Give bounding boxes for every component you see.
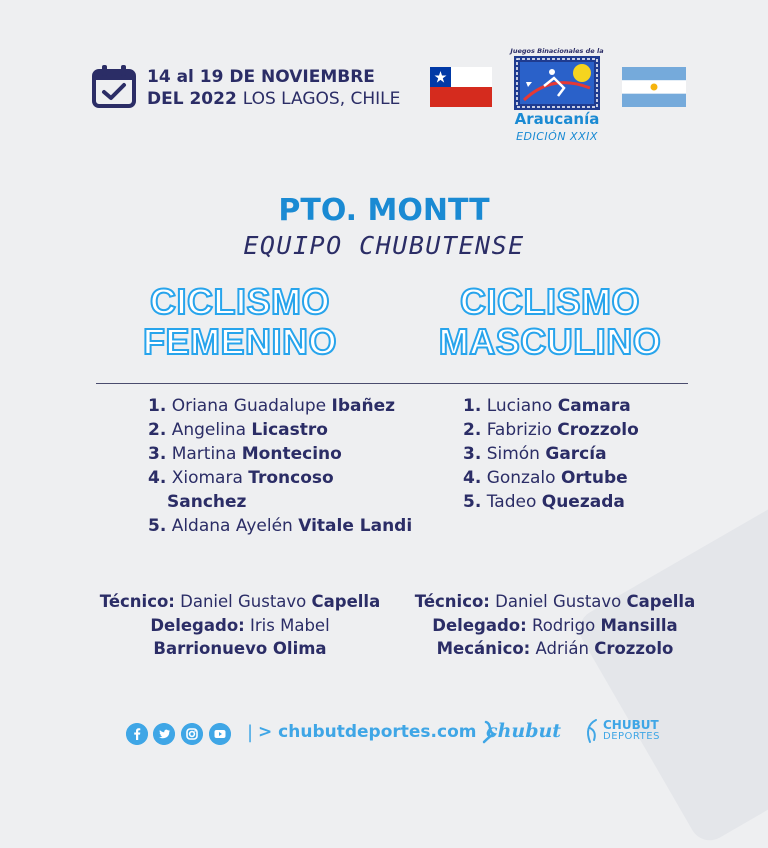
staff-mechanic: Mecánico: Adrián Crozzolo — [436, 639, 674, 658]
list-item: 2. Fabrizio Crozzolo — [463, 420, 639, 440]
list-item: 5. Aldana Ayelén Vitale Landi — [148, 516, 413, 536]
list-item: 4. Xiomara Troncoso Sanchez — [148, 468, 334, 512]
list-item: 1. Oriana Guadalupe Ibañez — [148, 396, 396, 416]
staff-delegate: Delegado: Iris Mabel — [150, 615, 330, 635]
men-staff — [400, 590, 710, 661]
category-men-heading: CICLISMO MASCULINO — [438, 281, 662, 362]
twitter-icon[interactable] — [153, 723, 175, 745]
men-roster — [463, 394, 703, 514]
logo-edition: EDICIÓN XXIX — [516, 130, 598, 143]
youtube-icon[interactable] — [209, 723, 231, 745]
list-item: 3. Simón García — [463, 444, 607, 464]
staff-coach: Técnico: Daniel Gustavo Capella — [99, 592, 381, 611]
chubut-deportes-icon — [584, 718, 600, 744]
logo-name: Araucanía — [514, 110, 600, 128]
list-item: 2. Angelina Licastro — [148, 420, 328, 440]
background-shape — [572, 492, 768, 847]
date-range: 14 al 19 DE NOVIEMBRE — [147, 67, 375, 87]
chubut-deportes-subtitle: DEPORTES — [603, 731, 660, 742]
list-item: 1. Luciano Camara — [463, 396, 631, 416]
staff-coach: Técnico: Daniel Gustavo Capella — [414, 592, 696, 611]
footer-separator: | — [247, 722, 254, 743]
divider — [96, 383, 688, 384]
list-item: 4. Gonzalo Ortube — [463, 468, 628, 488]
calendar-check-icon — [92, 64, 136, 108]
facebook-icon[interactable] — [126, 723, 148, 745]
chubut-brand: chubut — [486, 720, 562, 742]
instagram-icon[interactable] — [181, 723, 203, 745]
staff-delegate-surname: Barrionuevo Olima — [153, 639, 327, 658]
page-title: PTO. MONTT — [278, 193, 490, 228]
list-item: 3. Martina Montecino — [148, 444, 342, 464]
page-subtitle: EQUIPO CHUBUTENSE — [243, 231, 525, 260]
women-roster — [148, 394, 448, 538]
games-logo-icon — [514, 56, 600, 110]
logo-caption: Juegos Binacionales de la — [510, 47, 604, 55]
staff-delegate: Delegado: Rodrigo Mansilla — [432, 615, 678, 635]
list-item: 5. Tadeo Quezada — [463, 492, 625, 512]
website-link[interactable]: > chubutdeportes.com — [258, 722, 477, 742]
women-staff — [85, 590, 395, 661]
chile-flag-icon — [430, 67, 492, 107]
category-women-heading: CICLISMO FEMENINO — [142, 281, 337, 362]
chubut-deportes-brand: CHUBUT — [603, 718, 659, 732]
argentina-flag-icon — [622, 67, 686, 107]
date-location: DEL 2022 LOS LAGOS, CHILE — [147, 89, 401, 109]
